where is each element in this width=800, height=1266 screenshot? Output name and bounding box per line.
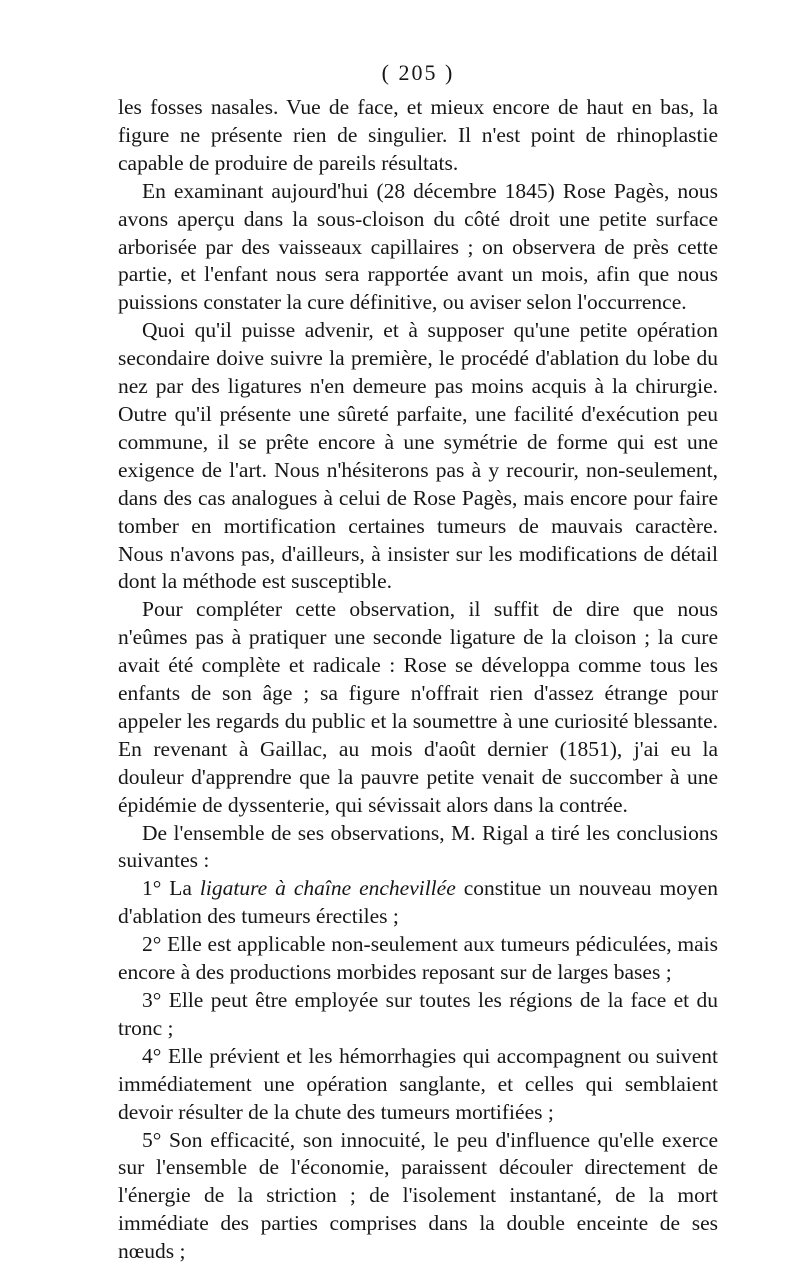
conclusion-item-2: 2° Elle est applicable non-seulement aux tumeurs pédiculées, mais encore à des productions morbides reposant sur de larges bases ; [118,932,718,985]
conclusion-item-5: 5° Son efficacité, son innocuité, le peu d'influence qu'elle exerce sur l'ensemble de l'économie, paraissent découler directement de l'énergie de la striction ; de l'isolement instantané, de la mort immédiate des parties comprises dans la double enceinte de ses nœuds ; [118,1127,718,1264]
conclusion-1-rest: constitue un nouveau moyen d'ablation des tumeurs érectiles ; [118,876,718,929]
conclusion-1-prefix: 1° La [142,876,200,901]
page-number: ( 205 ) [381,60,455,85]
paragraph-examination: En examinant aujourd'hui (28 décembre 1845) Rose Pagès, nous avons aperçu dans la sous-cloison du côté droit une petite surface arborisée par des vaisseaux capillaires ; on observera de près cette partie, et l'enfant nous sera rapportée avant un mois, afin que nous puissions constater la cure définitive, ou aviser selon l'occurrence. [118,178,718,315]
paragraph-continuation: les fosses nasales. Vue de face, et mieux encore de haut en bas, la figure ne présente rien de singulier. Il n'est point de rhinoplastie capable de produire de pareils résultats. [118,95,718,175]
conclusion-item-4: 4° Elle prévient et les hémorrhagies qui accompagnent ou suivent immédiatement une opération sanglante, et celles qui semblaient devoir résulter de la chute des tumeurs mortifiées ; [118,1043,718,1124]
paragraph-conclusions-intro: De l'ensemble de ses observations, M. Rigal a tiré les conclusions suivantes : [118,820,718,873]
conclusion-item-3: 3° Elle peut être employée sur toutes les régions de la face et du tronc ; [118,988,718,1040]
paragraph-procedure: Quoi qu'il puisse advenir, et à supposer qu'une petite opération secondaire doive suivre la première, le procédé d'ablation du lobe du nez par des ligatures n'en demeure pas moins acquis à la chirurgie. Outre qu'il présente une sûreté parfaite, une facilité d'exécution peu commune, il se prête encore à une symétrie de forme qui est une exigence de l'art. Nous n'hésiterons pas à y recourir, non-seulement, dans des cas analogues à celui de Rose Pagès, mais encore pour faire tomber en mortification certaines tumeurs de mauvais caractère. Nous n'avons pas, d'ailleurs, à insister sur les modifications de détail dont la méthode est susceptible. [118,318,718,594]
paragraph-outcome: Pour compléter cette observation, il suffit de dire que nous n'eûmes pas à pratiquer une seconde ligature de la cloison ; la cure avait été complète et radicale : Rose se développa comme tous les enfants de son âge ; sa figure n'offrait rien d'assez étrange pour appeler les regards du public et la soumettre à une curiosité blessante. En revenant à Gaillac, au mois d'août dernier (1851), j'ai eu la douleur d'apprendre que la pauvre petite venait de succomber à une épidémie de dyssenterie, qui sévissait alors dans la contrée. [118,597,718,817]
conclusion-1-italic: ligature à chaîne enchevillée [199,876,456,901]
conclusion-item-1 [118,875,718,931]
body-text [118,94,718,1266]
